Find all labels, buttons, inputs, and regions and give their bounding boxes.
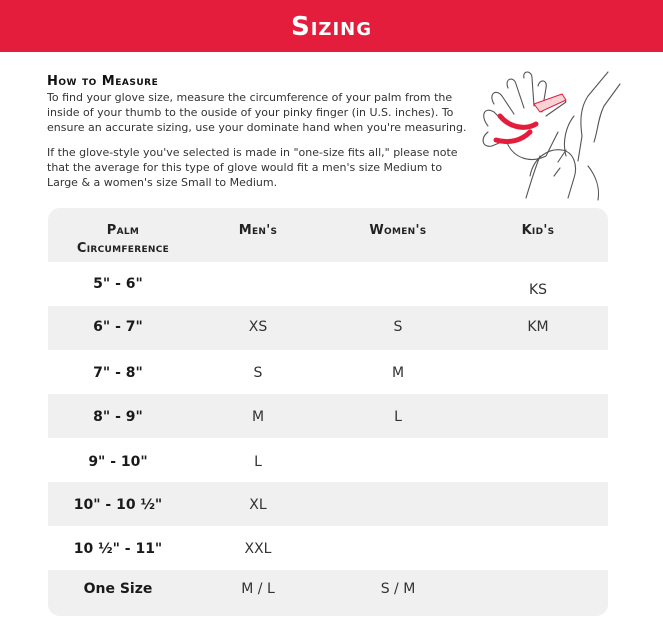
palm-size: 10" - 10 ½"	[73, 497, 163, 513]
palm-header-line1: Palm	[106, 223, 140, 238]
table-row	[48, 570, 608, 614]
womens-size: S	[393, 319, 403, 335]
mens-size: M / L	[241, 581, 275, 597]
table-row	[48, 482, 608, 526]
kids-size: KM	[527, 319, 549, 335]
how-to-measure-section	[47, 74, 467, 200]
measure-instructions: To find your glove size, measure the circumference of your palm from the inside of your thumb to the ouside of your pinky finger (in U.S. inches). To ensure an accurate sizing, use your dominate hand when you're measuring.	[47, 91, 467, 134]
table-row	[48, 438, 608, 482]
table-header	[48, 208, 608, 262]
table-row	[48, 394, 608, 438]
palm-circumference-header	[58, 222, 188, 258]
palm-header-line2: Circumference	[76, 241, 170, 256]
one-size-note: If the glove-style you've selected is made in "one-size fits all," please note that the average for this type of glove would fit a men's size Medium to Large & a women's size Small to Medium.	[47, 146, 458, 189]
table-row	[48, 350, 608, 394]
mens-header: Men's	[238, 223, 278, 238]
mens-size: XXL	[244, 541, 272, 557]
palm-size: 8" - 9"	[93, 409, 143, 425]
palm-size: 6" - 7"	[93, 319, 143, 335]
hand-measure-icon	[470, 66, 625, 201]
sizing-table	[48, 208, 608, 616]
hand-measure-illustration	[470, 66, 625, 201]
section-heading: How to Measure	[47, 74, 159, 89]
palm-size: 10 ½" - 11"	[73, 541, 163, 557]
mens-size: S	[253, 365, 263, 381]
mens-size: XL	[249, 497, 267, 513]
mens-size: L	[254, 454, 262, 470]
womens-size: S / M	[380, 581, 416, 597]
kids-header: Kid's	[521, 223, 555, 238]
womens-size: L	[394, 409, 402, 425]
header-banner	[0, 0, 663, 52]
womens-header: Women's	[369, 223, 427, 238]
table-row	[48, 306, 608, 350]
table-row	[48, 526, 608, 570]
palm-size: 5" - 6"	[93, 276, 143, 292]
table-row	[48, 262, 608, 306]
page-title: Sizing	[290, 12, 372, 42]
womens-size: M	[391, 365, 405, 381]
mens-size: M	[251, 409, 265, 425]
mens-size: XS	[248, 319, 268, 335]
kids-size: KS	[528, 282, 548, 298]
palm-size: 7" - 8"	[93, 365, 143, 381]
palm-size: One Size	[83, 581, 153, 597]
palm-size: 9" - 10"	[88, 454, 148, 470]
